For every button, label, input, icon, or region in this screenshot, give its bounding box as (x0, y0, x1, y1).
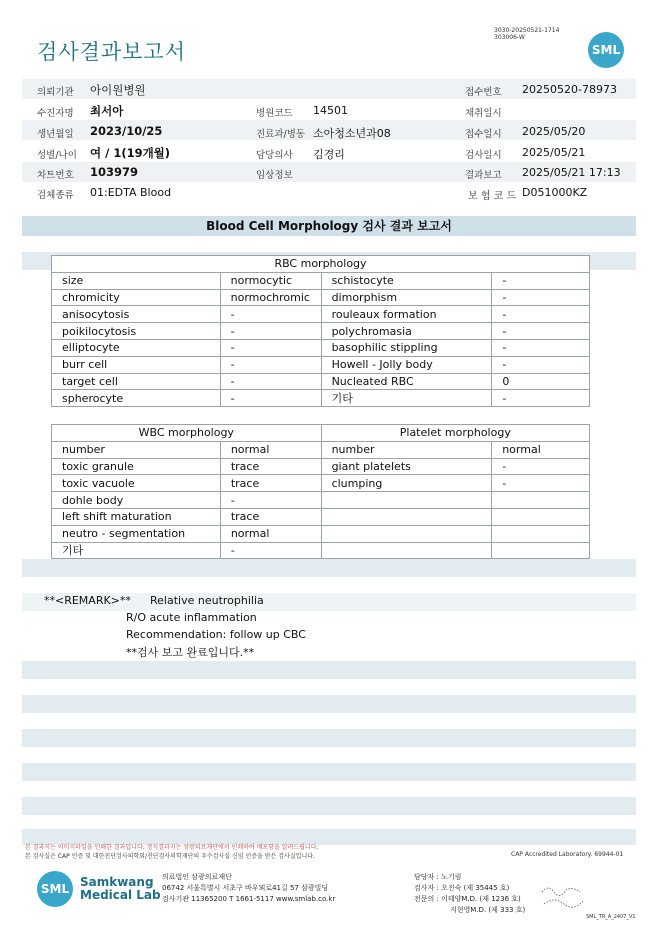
rbc-item: rouleaux formation (321, 306, 492, 323)
label-sex-age: 성별/나이 (37, 150, 77, 161)
table-row (52, 272, 590, 289)
label-receipt-date: 접수일시 (465, 129, 502, 140)
wbc-item: neutro - segmentation (52, 525, 221, 542)
form-code: SML_TR_A_2407_V1 (586, 914, 636, 920)
table-row (52, 492, 590, 509)
table-row (52, 475, 590, 492)
value-insurance-code: D051000KZ (522, 186, 588, 199)
footer-address: 06742 서울특별시 서초구 바우뫼로41길 57 삼광빌딩 (162, 884, 329, 892)
table-row (52, 306, 590, 323)
wbc-item: 기타 (52, 542, 221, 559)
page-title: 검사결과보고서 (37, 40, 187, 64)
platelet-item (321, 542, 492, 559)
rbc-result: normocytic (220, 272, 321, 289)
label-receipt-no: 접수번호 (465, 87, 502, 98)
rbc-item: 기타 (321, 390, 492, 407)
label-collection-date: 채취일시 (465, 108, 502, 119)
rbc-item: Howell - Jolly body (321, 356, 492, 373)
section-title: Blood Cell Morphology 검사 결과 보고서 (22, 216, 636, 236)
label-report-date: 결과보고 (465, 170, 502, 181)
band (22, 695, 636, 713)
value-requesting-org: 아이원병원 (90, 83, 146, 97)
table-row (52, 390, 590, 407)
report-code-line2: 303006-W (494, 34, 525, 41)
table-row (52, 542, 590, 559)
table-row (52, 356, 590, 373)
rbc-item: polychromasia (321, 323, 492, 340)
rbc-result: 0 (492, 373, 590, 390)
wbc-item: toxic vacuole (52, 475, 221, 492)
label-birthdate: 생년월일 (37, 129, 74, 140)
rbc-result: - (492, 272, 590, 289)
rbc-result: - (492, 289, 590, 306)
rbc-item: burr cell (52, 356, 221, 373)
wbc-result: - (220, 492, 321, 509)
table-row (52, 373, 590, 390)
staff-specialist1: 전문의 : 이태양M.D. (제 1236 호) (414, 895, 521, 903)
platelet-result: normal (492, 441, 590, 458)
wbc-result: - (220, 542, 321, 559)
footer-note-cap: 본 검사실은 CAP 인증 및 대한진단검사의학회/진단검사의학재단의 우수검사실 신임 인증을 받은 검사실입니다. (25, 853, 315, 860)
platelet-item: clumping (321, 475, 492, 492)
table-row (52, 339, 590, 356)
wbc-item: toxic granule (52, 458, 221, 475)
platelet-result: - (492, 458, 590, 475)
value-department: 소아청소년과08 (313, 127, 391, 140)
company-name-line2: Medical Lab (80, 888, 161, 902)
sml-logo-icon: SML (588, 32, 624, 68)
wbc-item: left shift maturation (52, 508, 221, 525)
platelet-result (492, 492, 590, 509)
band (22, 559, 636, 577)
rbc-morphology-table (51, 255, 590, 407)
table-row (52, 458, 590, 475)
platelet-header: Platelet morphology (321, 425, 589, 442)
rbc-item: spherocyte (52, 390, 221, 407)
sml-logo-icon: SML (37, 871, 73, 907)
rbc-result: - (220, 390, 321, 407)
value-patient-name: 최서아 (90, 104, 124, 118)
wbc-item: number (52, 441, 221, 458)
label-doctor: 담당의사 (256, 150, 293, 161)
value-birthdate: 2023/10/25 (90, 124, 163, 138)
platelet-result (492, 525, 590, 542)
value-report-date: 2025/05/21 17:13 (522, 166, 621, 179)
platelet-item (321, 508, 492, 525)
platelet-item (321, 492, 492, 509)
rbc-item: size (52, 272, 221, 289)
staff-specialist2: 지현영M.D. (제 333 호) (450, 906, 526, 914)
rbc-result: - (220, 339, 321, 356)
rbc-item: elliptocyte (52, 339, 221, 356)
report-code (494, 27, 559, 41)
company-name-line1: Samkwang (80, 875, 154, 889)
rbc-item: schistocyte (321, 272, 492, 289)
label-insurance-code: 보 험 코 드 (468, 191, 517, 202)
rbc-item: basophilic stippling (321, 339, 492, 356)
platelet-result: - (492, 475, 590, 492)
remark-line4: **검사 보고 완료입니다.** (126, 646, 255, 659)
rbc-item: chromicity (52, 289, 221, 306)
staff-manager: 담당자 : 노기림 (414, 873, 462, 881)
platelet-item: number (321, 441, 492, 458)
value-hospital-code: 14501 (313, 104, 348, 117)
signature-icon (540, 880, 590, 910)
rbc-result: - (220, 373, 321, 390)
cap-accreditation: CAP Accredited Laboratory. 69944-01 (511, 851, 624, 858)
wbc-result: normal (220, 525, 321, 542)
rbc-result: - (492, 323, 590, 340)
rbc-result: - (220, 356, 321, 373)
label-chart-no: 차트번호 (37, 170, 74, 181)
report-code-line1: 3030-20250521-1714 (494, 27, 560, 34)
rbc-item: dimorphism (321, 289, 492, 306)
wbc-platelet-morphology-table (51, 424, 590, 559)
label-requesting-org: 의뢰기관 (37, 87, 74, 98)
label-hospital-code: 병원코드 (256, 108, 293, 119)
platelet-item (321, 525, 492, 542)
wbc-item: dohle body (52, 492, 221, 509)
rbc-result: - (492, 306, 590, 323)
table-row (52, 441, 590, 458)
rbc-result: normochromic (220, 289, 321, 306)
table-row (52, 289, 590, 306)
label-clinical-info: 임상정보 (256, 170, 293, 181)
remark-line1: Relative neutrophilia (150, 594, 264, 607)
value-receipt-no: 20250520-78973 (522, 83, 617, 96)
wbc-result: trace (220, 458, 321, 475)
wbc-result: normal (220, 441, 321, 458)
company-name (80, 876, 161, 902)
rbc-item: poikilocytosis (52, 323, 221, 340)
label-specimen: 검체종류 (37, 190, 74, 201)
rbc-item: target cell (52, 373, 221, 390)
label-test-date: 검사일시 (465, 150, 502, 161)
staff-tester: 검사자 : 오진숙 (제 35445 호) (414, 884, 510, 892)
footer-contact: 검사기관 11365200 T 1661-5117 www.smlab.co.kr (162, 895, 336, 903)
band (22, 763, 636, 781)
wbc-result: trace (220, 508, 321, 525)
rbc-result: - (220, 306, 321, 323)
table-row (52, 525, 590, 542)
label-patient-name: 수진자명 (37, 108, 74, 119)
remark-line2: R/O acute inflammation (126, 611, 257, 624)
table-row (52, 323, 590, 340)
rbc-header: RBC morphology (52, 256, 590, 273)
rbc-result: - (492, 339, 590, 356)
table-row (52, 508, 590, 525)
platelet-result (492, 542, 590, 559)
value-receipt-date: 2025/05/20 (522, 125, 586, 138)
wbc-header: WBC morphology (52, 425, 322, 442)
remark-label: **<REMARK>** (44, 594, 131, 607)
band (22, 661, 636, 679)
band (22, 729, 636, 747)
rbc-result: - (492, 390, 590, 407)
wbc-result: trace (220, 475, 321, 492)
value-test-date: 2025/05/21 (522, 146, 586, 159)
rbc-result: - (492, 356, 590, 373)
band (22, 797, 636, 815)
rbc-result: - (220, 323, 321, 340)
rbc-item: anisocytosis (52, 306, 221, 323)
value-specimen: 01:EDTA Blood (90, 186, 172, 199)
label-department: 진료과/병동 (256, 129, 306, 140)
value-doctor: 김경리 (313, 148, 345, 161)
remark-line3: Recommendation: follow up CBC (126, 628, 306, 641)
platelet-result (492, 508, 590, 525)
value-chart-no: 103979 (90, 165, 139, 179)
footer-note-print: 본 결과지는 이미지파일을 인쇄한 결과입니다. 정식결과지는 삼광의료재단에서 인쇄하여 배포함을 알려드립니다. (25, 844, 319, 851)
rbc-item: Nucleated RBC (321, 373, 492, 390)
value-sex-age: 여 / 1(19개월) (90, 146, 171, 160)
footer-org: 의료법인 삼광의료재단 (162, 873, 232, 881)
platelet-item: giant platelets (321, 458, 492, 475)
